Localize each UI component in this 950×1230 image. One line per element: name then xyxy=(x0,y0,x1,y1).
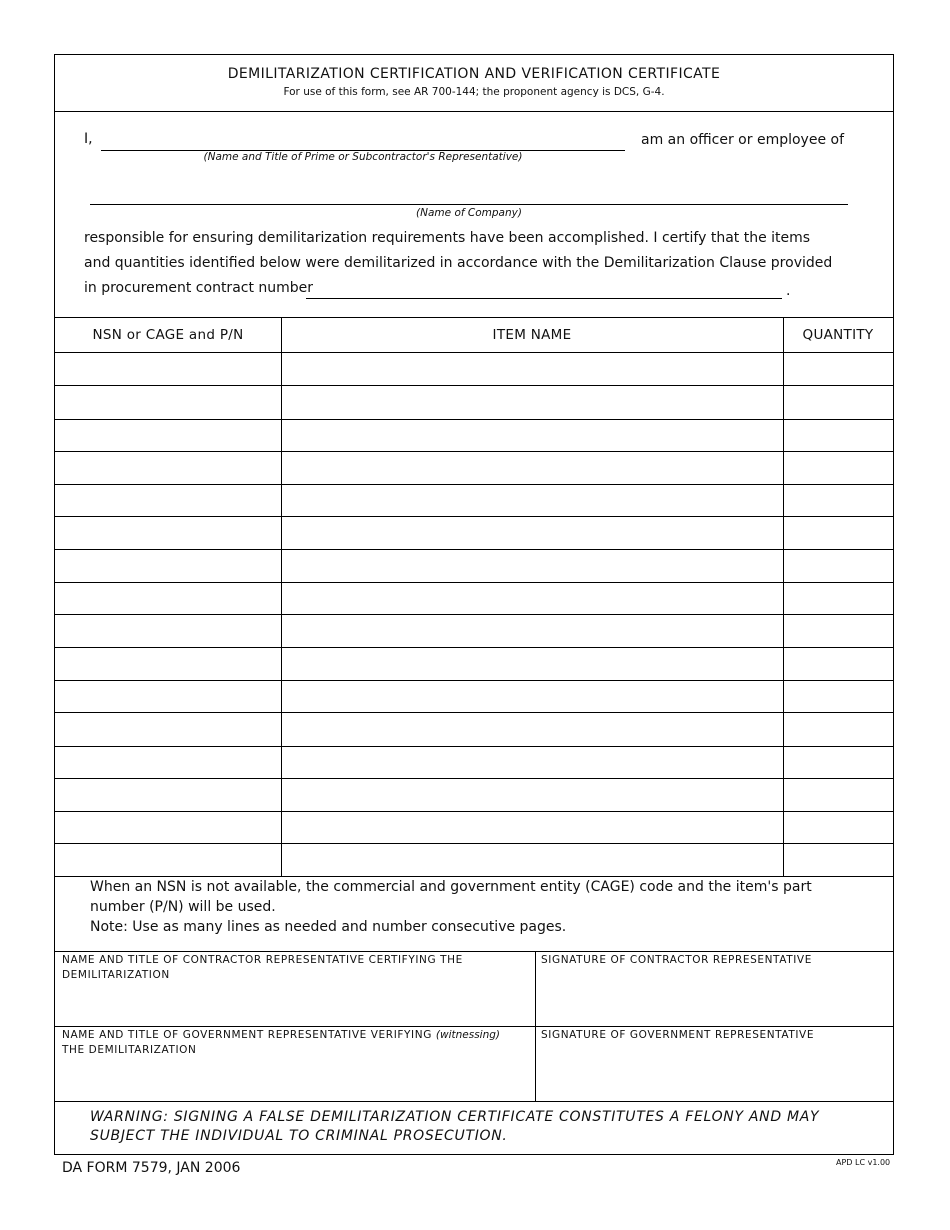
quantity-cell[interactable] xyxy=(783,583,893,614)
quantity-cell[interactable] xyxy=(783,648,893,680)
contractor-signature-label: SIGNATURE OF CONTRACTOR REPRESENTATIVE xyxy=(541,954,812,966)
warning-line-1: WARNING: SIGNING A FALSE DEMILITARIZATION CERTIFICATE CONSTITUTES A FELONY AND MAY xyxy=(90,1109,820,1125)
item-name-cell[interactable] xyxy=(281,485,783,516)
government-witnessing-label: (witnessing) xyxy=(435,1029,500,1041)
quantity-cell[interactable] xyxy=(783,550,893,582)
government-signature-row xyxy=(55,1026,893,1102)
column-divider xyxy=(281,317,282,877)
column-divider xyxy=(783,317,784,877)
nsn-cell[interactable] xyxy=(55,420,281,451)
item-name-cell[interactable] xyxy=(281,517,783,549)
nsn-cell[interactable] xyxy=(55,452,281,484)
contract-number-period: . xyxy=(786,283,791,299)
warning-text xyxy=(90,1108,819,1146)
certification-text-line-2: and quantities identified below were demilitarized in accordance with the Demilitarization Clause provided xyxy=(84,255,833,271)
item-name-cell[interactable] xyxy=(281,779,783,811)
column-header-quantity: QUANTITY xyxy=(783,317,893,353)
quantity-cell[interactable] xyxy=(783,779,893,811)
nsn-cell[interactable] xyxy=(55,648,281,680)
item-name-cell[interactable] xyxy=(281,812,783,843)
item-name-cell[interactable] xyxy=(281,648,783,680)
government-signature-field[interactable] xyxy=(536,1026,893,1101)
table-row xyxy=(55,844,893,877)
quantity-cell[interactable] xyxy=(783,713,893,746)
column-header-nsn: NSN or CAGE and P/N xyxy=(55,317,281,353)
contractor-signature-row xyxy=(55,951,893,1027)
notes-section xyxy=(55,877,893,952)
nsn-cell[interactable] xyxy=(55,713,281,746)
certification-section xyxy=(55,111,893,318)
officer-text: am an officer or employee of xyxy=(641,132,845,148)
representative-name-caption: (Name and Title of Prime or Subcontractor's Representative) xyxy=(203,151,523,163)
nsn-cell[interactable] xyxy=(55,517,281,549)
table-row xyxy=(55,386,893,420)
table-row xyxy=(55,517,893,550)
contractor-name-label-line-2: DEMILITARIZATION xyxy=(62,969,170,981)
quantity-cell[interactable] xyxy=(783,386,893,419)
warning-line-2: SUBJECT THE INDIVIDUAL TO CRIMINAL PROSECUTION. xyxy=(90,1128,508,1144)
note-line-3: Note: Use as many lines as needed and number consecutive pages. xyxy=(90,919,567,935)
quantity-cell[interactable] xyxy=(783,353,893,385)
table-row xyxy=(55,779,893,812)
company-name-caption: (Name of Company) xyxy=(416,207,522,219)
table-row xyxy=(55,452,893,485)
certification-text-line-1: responsible for ensuring demilitarization requirements have been accomplished. I certify that the items xyxy=(84,230,811,246)
nsn-cell[interactable] xyxy=(55,844,281,876)
table-row xyxy=(55,550,893,583)
quantity-cell[interactable] xyxy=(783,747,893,778)
table-row xyxy=(55,713,893,747)
nsn-cell[interactable] xyxy=(55,681,281,712)
government-name-field[interactable] xyxy=(55,1026,535,1101)
nsn-cell[interactable] xyxy=(55,812,281,843)
form-frame xyxy=(54,54,894,1155)
table-row xyxy=(55,812,893,844)
nsn-cell[interactable] xyxy=(55,615,281,647)
quantity-cell[interactable] xyxy=(783,420,893,451)
table-row xyxy=(55,747,893,779)
item-name-cell[interactable] xyxy=(281,844,783,876)
note-line-2: number (P/N) will be used. xyxy=(90,899,276,915)
government-name-label-line-2: THE DEMILITARIZATION xyxy=(62,1044,197,1056)
government-name-label-line-1: NAME AND TITLE OF GOVERNMENT REPRESENTATIVE VERIFYING xyxy=(62,1029,432,1041)
nsn-cell[interactable] xyxy=(55,550,281,582)
item-name-cell[interactable] xyxy=(281,583,783,614)
quantity-cell[interactable] xyxy=(783,517,893,549)
table-row xyxy=(55,420,893,452)
table-row xyxy=(55,681,893,713)
item-name-cell[interactable] xyxy=(281,550,783,582)
nsn-cell[interactable] xyxy=(55,353,281,385)
government-signature-label: SIGNATURE OF GOVERNMENT REPRESENTATIVE xyxy=(541,1029,815,1041)
quantity-cell[interactable] xyxy=(783,485,893,516)
form-subtitle: For use of this form, see AR 700-144; the proponent agency is DCS, G-4. xyxy=(283,86,665,98)
nsn-cell[interactable] xyxy=(55,485,281,516)
note-line-1: When an NSN is not available, the commercial and government entity (CAGE) code and the item's part xyxy=(90,879,812,895)
form-version: APD LC v1.00 xyxy=(836,1158,891,1167)
table-row xyxy=(55,648,893,681)
table-row xyxy=(55,353,893,386)
contract-number-input[interactable] xyxy=(306,298,782,299)
nsn-cell[interactable] xyxy=(55,583,281,614)
item-name-cell[interactable] xyxy=(281,353,783,385)
contractor-name-label-line-1: NAME AND TITLE OF CONTRACTOR REPRESENTATIVE CERTIFYING THE xyxy=(62,954,463,966)
certification-prefix: I, xyxy=(84,131,93,147)
item-name-cell[interactable] xyxy=(281,681,783,712)
item-name-cell[interactable] xyxy=(281,452,783,484)
nsn-cell[interactable] xyxy=(55,779,281,811)
contractor-signature-field[interactable] xyxy=(536,951,893,1026)
certification-text-line-3: in procurement contract number xyxy=(84,280,314,296)
table-row xyxy=(55,485,893,517)
item-name-cell[interactable] xyxy=(281,420,783,451)
item-name-cell[interactable] xyxy=(281,615,783,647)
column-header-item-name: ITEM NAME xyxy=(281,317,783,353)
contractor-name-field[interactable] xyxy=(55,951,535,1026)
table-row xyxy=(55,583,893,615)
form-header xyxy=(55,55,893,112)
items-table xyxy=(55,317,893,877)
quantity-cell[interactable] xyxy=(783,615,893,647)
item-name-cell[interactable] xyxy=(281,713,783,746)
nsn-cell[interactable] xyxy=(55,386,281,419)
quantity-cell[interactable] xyxy=(783,452,893,484)
form-id: DA FORM 7579, JAN 2006 xyxy=(62,1160,241,1176)
quantity-cell[interactable] xyxy=(783,812,893,843)
quantity-cell[interactable] xyxy=(783,844,893,876)
item-name-cell[interactable] xyxy=(281,386,783,419)
company-name-input[interactable] xyxy=(90,204,848,205)
quantity-cell[interactable] xyxy=(783,681,893,712)
form-title: DEMILITARIZATION CERTIFICATION AND VERIFICATION CERTIFICATE xyxy=(227,66,721,82)
item-name-cell[interactable] xyxy=(281,747,783,778)
table-row xyxy=(55,615,893,648)
nsn-cell[interactable] xyxy=(55,747,281,778)
